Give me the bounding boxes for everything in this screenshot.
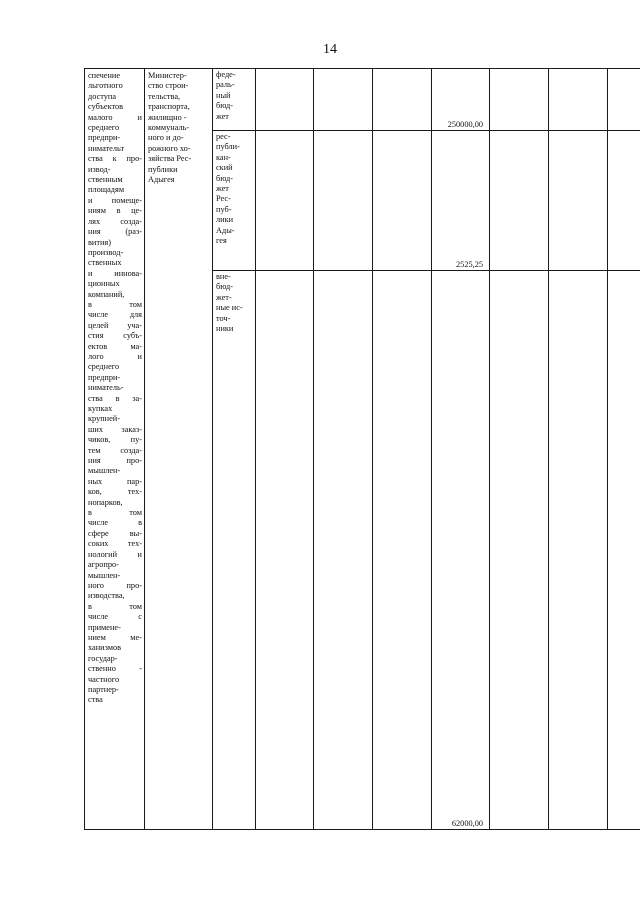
activity-line: в том [88,601,142,611]
activity-line: льготного [88,81,123,91]
funding-source-line: вне- [216,272,231,281]
funding-source-line: жет [216,184,229,194]
table-cell [314,131,373,271]
funding-source-line: феде- [216,70,236,79]
activity-line: ственным [88,175,123,185]
funding-source-line: ный [216,90,231,100]
activity-line: малого и [88,112,142,122]
activity-line: извод- [88,164,111,174]
funding-source-line: рес- [216,132,231,141]
funding-source-republic [213,131,255,246]
table-cell [314,69,373,131]
executor-name [145,69,212,185]
activity-line: изводства, [88,591,125,601]
activity-line: ков, тех- [88,487,142,497]
activity-line: ных пар- [88,476,142,486]
funding-source-line: раль- [216,80,235,90]
activity-line: нием ме- [88,632,142,642]
activity-line: спечение [88,71,121,80]
activity-line: предпри- [88,372,121,382]
executor-line: публики [148,164,178,174]
activity-line: тем созда- [88,445,142,455]
table-cell [608,131,640,271]
activity-line: сфере вы- [88,528,142,538]
table-cell [256,271,314,830]
activity-line: частного [88,674,120,684]
funding-source-cell [213,69,256,131]
activity-description-cell [85,69,145,830]
amount-extrabudgetary: 62000,00 [451,819,483,828]
budget-table [84,68,640,830]
activity-line: вития) [88,237,112,247]
executor-line: Министер- [148,71,187,80]
funding-source-line: лики [216,215,234,225]
activity-line: в том [88,508,142,518]
funding-source-cell [213,271,256,830]
funding-source-federal [213,69,255,122]
activity-line: ства в за- [88,393,142,403]
activity-line: целей уча- [88,320,142,330]
table-cell [314,271,373,830]
activity-line: ства к про- [88,154,142,164]
activity-line: ектов ма- [88,341,142,351]
table-cell [549,271,608,830]
activity-line: числе с [88,612,142,622]
funding-source-line: гея [216,236,227,246]
funding-source-cell [213,131,256,271]
amount-cell [432,69,490,131]
federal-budget-row [85,69,640,131]
activity-description [85,69,144,706]
activity-line: агропро- [88,560,119,570]
table-cell [549,69,608,131]
table-cell [373,69,432,131]
activity-line: среднего [88,362,120,372]
amount-cell [432,131,490,271]
activity-line: в том [88,299,142,309]
activity-line: предпри- [88,133,121,143]
activity-line: ства [88,695,103,705]
activity-line: ционных [88,279,120,289]
executor-cell [145,69,213,830]
activity-line: и помеще- [88,195,142,205]
activity-line: площадям [88,185,125,195]
funding-source-line: публи- [216,142,240,152]
executor-line: рожного хо- [148,143,191,153]
funding-source-line: ные ис- [216,303,243,313]
table-cell [256,69,314,131]
executor-line: ного и до- [148,133,184,143]
activity-line: крупней- [88,414,120,424]
activity-line: ния про- [88,456,142,466]
activity-line: и иннова- [88,268,142,278]
table-cell [490,69,549,131]
activity-line: среднего [88,123,120,133]
amount-cell [432,271,490,830]
funding-source-extrabudgetary [213,271,255,334]
executor-line: ство строи- [148,81,189,91]
activity-line: доступа [88,91,117,101]
funding-source-line: бюд- [216,173,233,183]
activity-line: нологий и [88,549,142,559]
activity-line: государ- [88,653,118,663]
activity-line: нопарков, [88,497,123,507]
activity-line: ниматель- [88,383,124,393]
activity-line: ного про- [88,580,142,590]
page-number: 14 [323,42,337,57]
funding-source-line: точ- [216,313,231,323]
activity-line: чиков, пу- [88,435,142,445]
executor-line: зяйства Рес- [148,154,192,164]
funding-source-line: кан- [216,152,231,162]
table-cell [608,69,640,131]
table-cell [490,131,549,271]
activity-line: числе для [88,310,142,320]
activity-line: числе в [88,518,142,528]
funding-source-line: жет [216,111,229,121]
table-cell [490,271,549,830]
executor-line: коммуналь- [148,123,190,133]
activity-line: ших заказ- [88,424,142,434]
activity-line: ханизмов [88,643,122,653]
activity-line: мышлен- [88,466,121,476]
executor-line: Адыгея [148,175,175,185]
funding-source-line: бюд- [216,282,233,292]
funding-source-line: бюд- [216,101,233,111]
activity-line: лях созда- [88,216,142,226]
activity-line: производ- [88,247,124,257]
table-cell [549,131,608,271]
activity-line: компаний, [88,289,125,299]
executor-line: транспорта, [148,102,190,112]
table-cell [608,271,640,830]
funding-source-line: пуб- [216,204,232,214]
activity-line: субъектов [88,102,124,112]
activity-line: ниям в це- [88,206,142,216]
amount-republic: 2525,25 [456,260,483,269]
table-cell [373,131,432,271]
executor-line: жилищно - [148,112,187,122]
activity-line: ственно - [88,664,142,674]
activity-line: купках [88,404,113,413]
activity-line: лого и [88,351,142,361]
executor-line: тельства, [148,91,181,101]
amount-federal: 250000,00 [447,120,483,129]
activity-line: мышлен- [88,570,121,580]
activity-line: партнер- [88,684,119,694]
activity-line: примене- [88,622,121,632]
activity-line: соких тех- [88,539,142,549]
activity-line: ственных [88,258,122,268]
activity-line: нимательт [88,143,125,153]
activity-line: ния (раз- [88,227,142,237]
funding-source-line: Рес- [216,194,231,204]
funding-source-line: ники [216,324,234,334]
table-cell [373,271,432,830]
table-cell [256,131,314,271]
funding-source-line: ский [216,163,233,173]
funding-source-line: жет- [216,292,232,302]
activity-line: стия субъ- [88,331,142,341]
funding-source-line: Ады- [216,225,235,235]
